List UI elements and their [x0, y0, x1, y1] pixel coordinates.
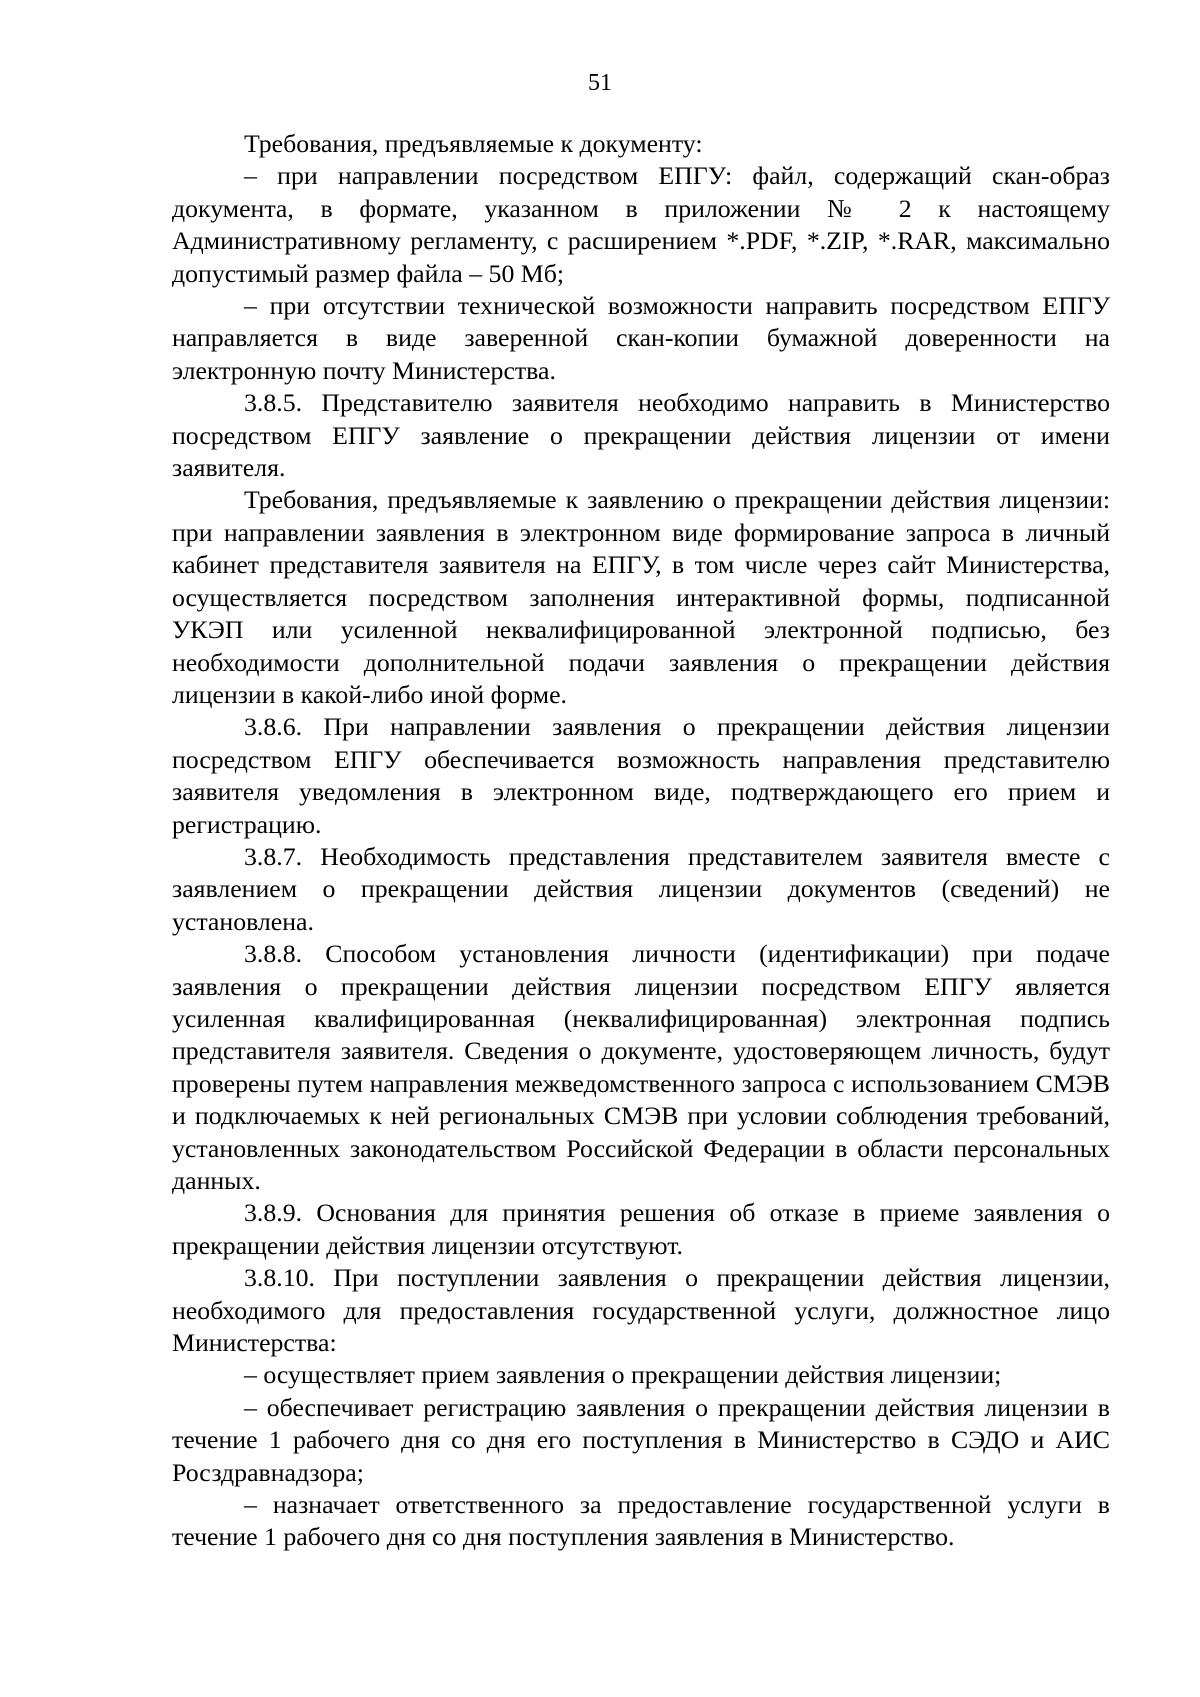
list-item-accepts-application: – осуществляет прием заявления о прекращении действия лицензии;	[244, 1360, 1002, 1390]
paragraph-requirements-intro: Требования, предъявляемые к документу:	[244, 129, 703, 158]
list-item-assigns-responsible: – назначает ответственного за предоставление государственной услуги в течение 1 рабочего дня со дня поступления заявления в Министерство.	[172, 1490, 1110, 1552]
list-item-registers-application: – обеспечивает регистрацию заявления о прекращении действия лицензии в течение 1 рабочего дня со дня его поступления в Министерство в СЭДО и АИС Росздравнадзора;	[172, 1392, 1110, 1487]
paragraph-epgu-file-requirements: – при направлении посредством ЕПГУ: файл, содержащий скан-образ документа, в формате, указанном в приложении № 2 к настоящему Административному регламенту, с расширением *.PDF, *.ZIP, *.RAR, максимально допустимый размер файла – 50 Мб;	[172, 161, 1110, 288]
paragraph-3-8-5: 3.8.5. Представителю заявителя необходимо направить в Министерство посредством ЕПГУ заявление о прекращении действия лицензии от имени заявителя.	[172, 388, 1110, 483]
paragraph-3-8-10: 3.8.10. При поступлении заявления о прекращении действия лицензии, необходимого для предоставления государственной услуги, должностное лицо Министерства:	[172, 1263, 1110, 1358]
page-number: 51	[588, 70, 612, 96]
document-body	[172, 128, 1110, 1554]
paragraph-3-8-8: 3.8.8. Способом установления личности (идентификации) при подаче заявления о прекращении действия лицензии посредством ЕПГУ является усиленная квалифицированная (неквалифицированная) электронная подпись представителя заявителя. Сведения о документе, удостоверяющем личность, будут проверены путем направления межведомственного запроса с использованием СМЭВ и подключаемых к ней региональных СМЭВ при условии соблюдения требований, установленных законодательством Российской Федерации в области персональных данных.	[172, 939, 1110, 1195]
paragraph-application-requirements: Требования, предъявляемые к заявлению о прекращении действия лицензии: при направлении заявления в электронном виде формирование запроса в личный кабинет представителя заявителя на ЕПГУ, в том числе через сайт Министерства, осуществляется посредством заполнения интерактивной формы, подписанной УКЭП или усиленной неквалифицированной электронной подписью, без необходимости дополнительной подачи заявления о прекращении действия лицензии в какой-либо иной форме.	[172, 485, 1110, 709]
paragraph-3-8-7: 3.8.7. Необходимость представления представителем заявителя вместе с заявлением о прекращении действия лицензии документов (сведений) не установлена.	[172, 841, 1110, 936]
paragraph-3-8-6: 3.8.6. При направлении заявления о прекращении действия лицензии посредством ЕПГУ обеспечивается возможность направления представителю заявителя уведомления в электронном виде, подтверждающего его прием и регистрацию.	[172, 712, 1110, 839]
paragraph-3-8-9: 3.8.9. Основания для принятия решения об отказе в приеме заявления о прекращении действия лицензии отсутствуют.	[172, 1198, 1110, 1260]
paragraph-email-fallback: – при отсутствии технической возможности направить посредством ЕПГУ направляется в виде заверенной скан-копии бумажной доверенности на электронную почту Министерства.	[172, 291, 1110, 385]
